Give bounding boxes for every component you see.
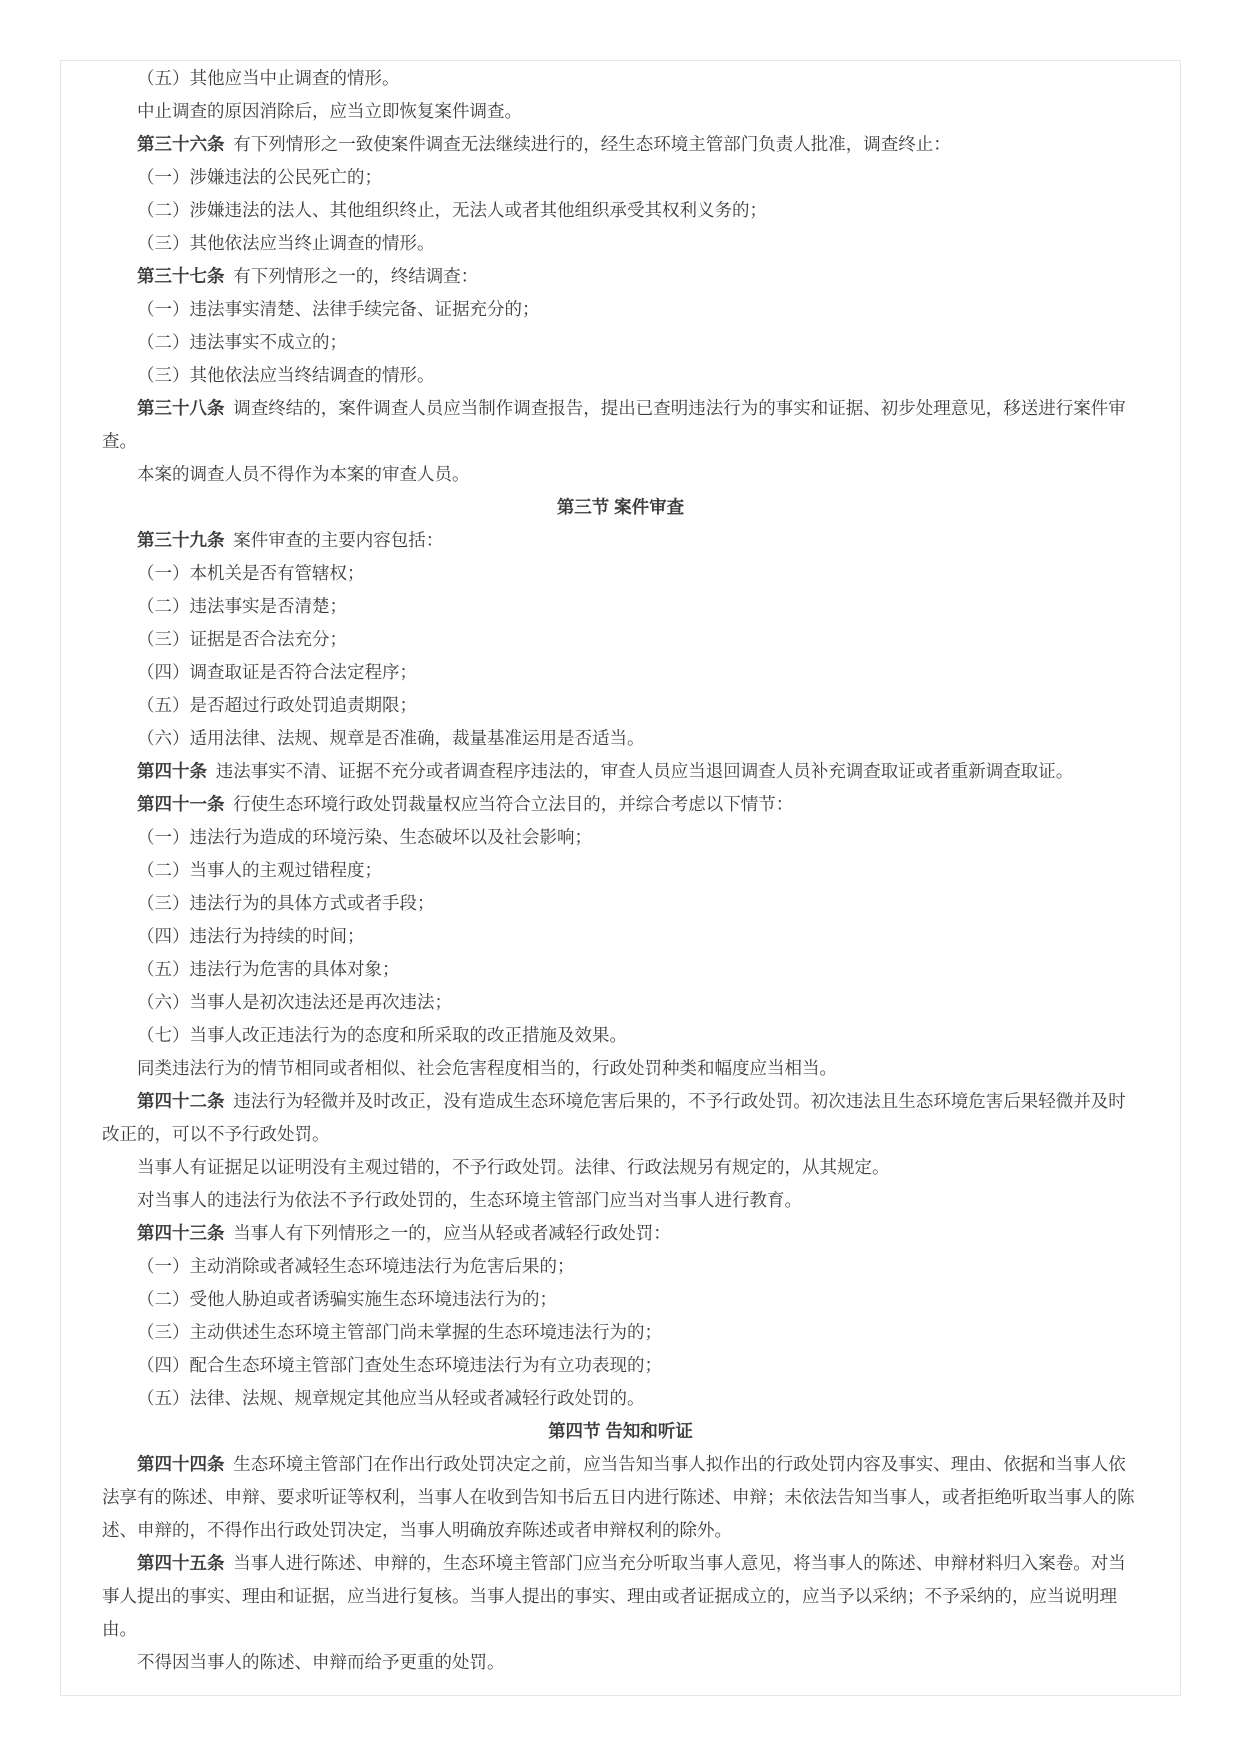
body-paragraph (102, 95, 1139, 128)
paragraph-text: （五）其他应当中止调查的情形。 (137, 68, 400, 88)
article-paragraph (102, 788, 1139, 821)
document-body (61, 61, 1180, 1679)
article-number: 第三十六条 (137, 134, 225, 154)
article-paragraph (102, 128, 1139, 161)
list-item-paragraph (102, 1019, 1139, 1052)
article-number: 第四十二条 (137, 1091, 225, 1111)
paragraph-text: （四）配合生态环境主管部门查处生态环境违法行为有立功表现的； (137, 1355, 662, 1375)
list-item-paragraph (102, 1250, 1139, 1283)
article-paragraph (102, 1217, 1139, 1250)
list-item-paragraph (102, 953, 1139, 986)
list-item-paragraph (102, 293, 1139, 326)
paragraph-text: （一）违法事实清楚、法律手续完备、证据充分的； (137, 299, 540, 319)
paragraph-text: （二）涉嫌违法的法人、其他组织终止，无法人或者其他组织承受其权利义务的； (137, 200, 767, 220)
paragraph-text: 行使生态环境行政处罚裁量权应当符合立法目的，并综合考虑以下情节： (233, 794, 794, 814)
list-item-paragraph (102, 359, 1139, 392)
paragraph-text: 调查终结的，案件调查人员应当制作调查报告，提出已查明违法行为的事实和证据、初步处理意见，移送进行案件审查。 (102, 398, 1126, 451)
paragraph-text: 有下列情形之一的，终结调查： (233, 266, 479, 286)
list-item-paragraph (102, 62, 1139, 95)
article-number: 第四十三条 (137, 1223, 225, 1243)
paragraph-text: （一）涉嫌违法的公民死亡的； (137, 167, 382, 187)
list-item-paragraph (102, 1283, 1139, 1316)
list-item-paragraph (102, 1382, 1139, 1415)
list-item-paragraph (102, 854, 1139, 887)
paragraph-text: （二）违法事实不成立的； (137, 332, 347, 352)
paragraph-text: 当事人进行陈述、申辩的，生态环境主管部门应当充分听取当事人意见，将当事人的陈述、申辩材料归入案卷。对当事人提出的事实、理由和证据，应当进行复核。当事人提出的事实、理由或者证据成立的，应当予以采纳；不予采纳的，应当说明理由。 (102, 1553, 1126, 1639)
paragraph-text: 不得因当事人的陈述、申辩而给予更重的处罚。 (137, 1652, 505, 1672)
article-number: 第四十一条 (137, 794, 225, 814)
paragraph-text: 案件审查的主要内容包括： (233, 530, 444, 550)
paragraph-text: （六）当事人是初次违法还是再次违法； (137, 992, 452, 1012)
article-paragraph (102, 755, 1139, 788)
paragraph-text: 当事人有证据足以证明没有主观过错的，不予行政处罚。法律、行政法规另有规定的，从其规定。 (137, 1157, 890, 1177)
list-item-paragraph (102, 326, 1139, 359)
paragraph-text: （一）主动消除或者减轻生态环境违法行为危害后果的； (137, 1256, 575, 1276)
paragraph-text: （二）受他人胁迫或者诱骗实施生态环境违法行为的； (137, 1289, 557, 1309)
article-number: 第三十七条 (137, 266, 225, 286)
list-item-paragraph (102, 161, 1139, 194)
list-item-paragraph (102, 920, 1139, 953)
list-item-paragraph (102, 227, 1139, 260)
article-paragraph (102, 524, 1139, 557)
list-item-paragraph (102, 623, 1139, 656)
paragraph-text: （六）适用法律、法规、规章是否准确，裁量基准运用是否适当。 (137, 728, 645, 748)
section-heading (102, 1415, 1139, 1448)
paragraph-text: 同类违法行为的情节相同或者相似、社会危害程度相当的，行政处罚种类和幅度应当相当。 (137, 1058, 837, 1078)
list-item-paragraph (102, 1316, 1139, 1349)
paragraph-text: 违法行为轻微并及时改正，没有造成生态环境危害后果的，不予行政处罚。初次违法且生态环境危害后果轻微并及时改正的，可以不予行政处罚。 (102, 1091, 1126, 1144)
section-heading (102, 491, 1139, 524)
paragraph-text: （一）违法行为造成的环境污染、生态破坏以及社会影响； (137, 827, 592, 847)
paragraph-text: （二）违法事实是否清楚； (137, 596, 347, 616)
paragraph-text: （三）违法行为的具体方式或者手段； (137, 893, 435, 913)
paragraph-text: （三）证据是否合法充分； (137, 629, 347, 649)
list-item-paragraph (102, 557, 1139, 590)
article-paragraph (102, 260, 1139, 293)
paragraph-text: 本案的调查人员不得作为本案的审查人员。 (137, 464, 470, 484)
paragraph-text: 对当事人的违法行为依法不予行政处罚的，生态环境主管部门应当对当事人进行教育。 (137, 1190, 802, 1210)
list-item-paragraph (102, 656, 1139, 689)
article-number: 第三十八条 (137, 398, 225, 418)
body-paragraph (102, 458, 1139, 491)
article-number: 第四十五条 (137, 1553, 225, 1573)
article-paragraph (102, 1085, 1139, 1151)
paragraph-text: （五）违法行为危害的具体对象； (137, 959, 400, 979)
paragraph-text: 生态环境主管部门在作出行政处罚决定之前，应当告知当事人拟作出的行政处罚内容及事实、理由、依据和当事人依法享有的陈述、申辩、要求听证等权利，当事人在收到告知书后五日内进行陈述、申辩；未依法告知当事人，或者拒绝听取当事人的陈述、申辩的，不得作出行政处罚决定，当事人明确放弃陈述或者申辩权利的除外。 (102, 1454, 1135, 1540)
list-item-paragraph (102, 887, 1139, 920)
article-paragraph (102, 1547, 1139, 1646)
body-paragraph (102, 1052, 1139, 1085)
paragraph-text: （三）其他依法应当终止调查的情形。 (137, 233, 435, 253)
document-page-frame (60, 60, 1181, 1696)
list-item-paragraph (102, 590, 1139, 623)
paragraph-text: （一）本机关是否有管辖权； (137, 563, 365, 583)
paragraph-text: （七）当事人改正违法行为的态度和所采取的改正措施及效果。 (137, 1025, 627, 1045)
paragraph-text: （五）是否超过行政处罚追责期限； (137, 695, 417, 715)
paragraph-text: 违法事实不清、证据不充分或者调查程序违法的，审查人员应当退回调查人员补充调查取证或者重新调查取证。 (215, 761, 1074, 781)
paragraph-text: 第三节 案件审查 (556, 497, 685, 517)
article-paragraph (102, 1448, 1139, 1547)
list-item-paragraph (102, 689, 1139, 722)
paragraph-text: （三）主动供述生态环境主管部门尚未掌握的生态环境违法行为的； (137, 1322, 662, 1342)
body-paragraph (102, 1184, 1139, 1217)
article-paragraph (102, 392, 1139, 458)
list-item-paragraph (102, 986, 1139, 1019)
paragraph-text: （五）法律、法规、规章规定其他应当从轻或者减轻行政处罚的。 (137, 1388, 645, 1408)
article-number: 第四十四条 (137, 1454, 225, 1474)
list-item-paragraph (102, 1349, 1139, 1382)
paragraph-text: （三）其他依法应当终结调查的情形。 (137, 365, 435, 385)
body-paragraph (102, 1151, 1139, 1184)
list-item-paragraph (102, 821, 1139, 854)
body-paragraph (102, 1646, 1139, 1679)
article-number: 第三十九条 (137, 530, 225, 550)
paragraph-text: （四）违法行为持续的时间； (137, 926, 365, 946)
paragraph-text: 第四节 告知和听证 (548, 1421, 693, 1441)
article-number: 第四十条 (137, 761, 207, 781)
paragraph-text: （二）当事人的主观过错程度； (137, 860, 382, 880)
paragraph-text: 中止调查的原因消除后，应当立即恢复案件调查。 (137, 101, 522, 121)
paragraph-text: 当事人有下列情形之一的，应当从轻或者减轻行政处罚： (233, 1223, 671, 1243)
paragraph-text: （四）调查取证是否符合法定程序； (137, 662, 417, 682)
list-item-paragraph (102, 722, 1139, 755)
paragraph-text: 有下列情形之一致使案件调查无法继续进行的，经生态环境主管部门负责人批准，调查终止： (233, 134, 951, 154)
list-item-paragraph (102, 194, 1139, 227)
